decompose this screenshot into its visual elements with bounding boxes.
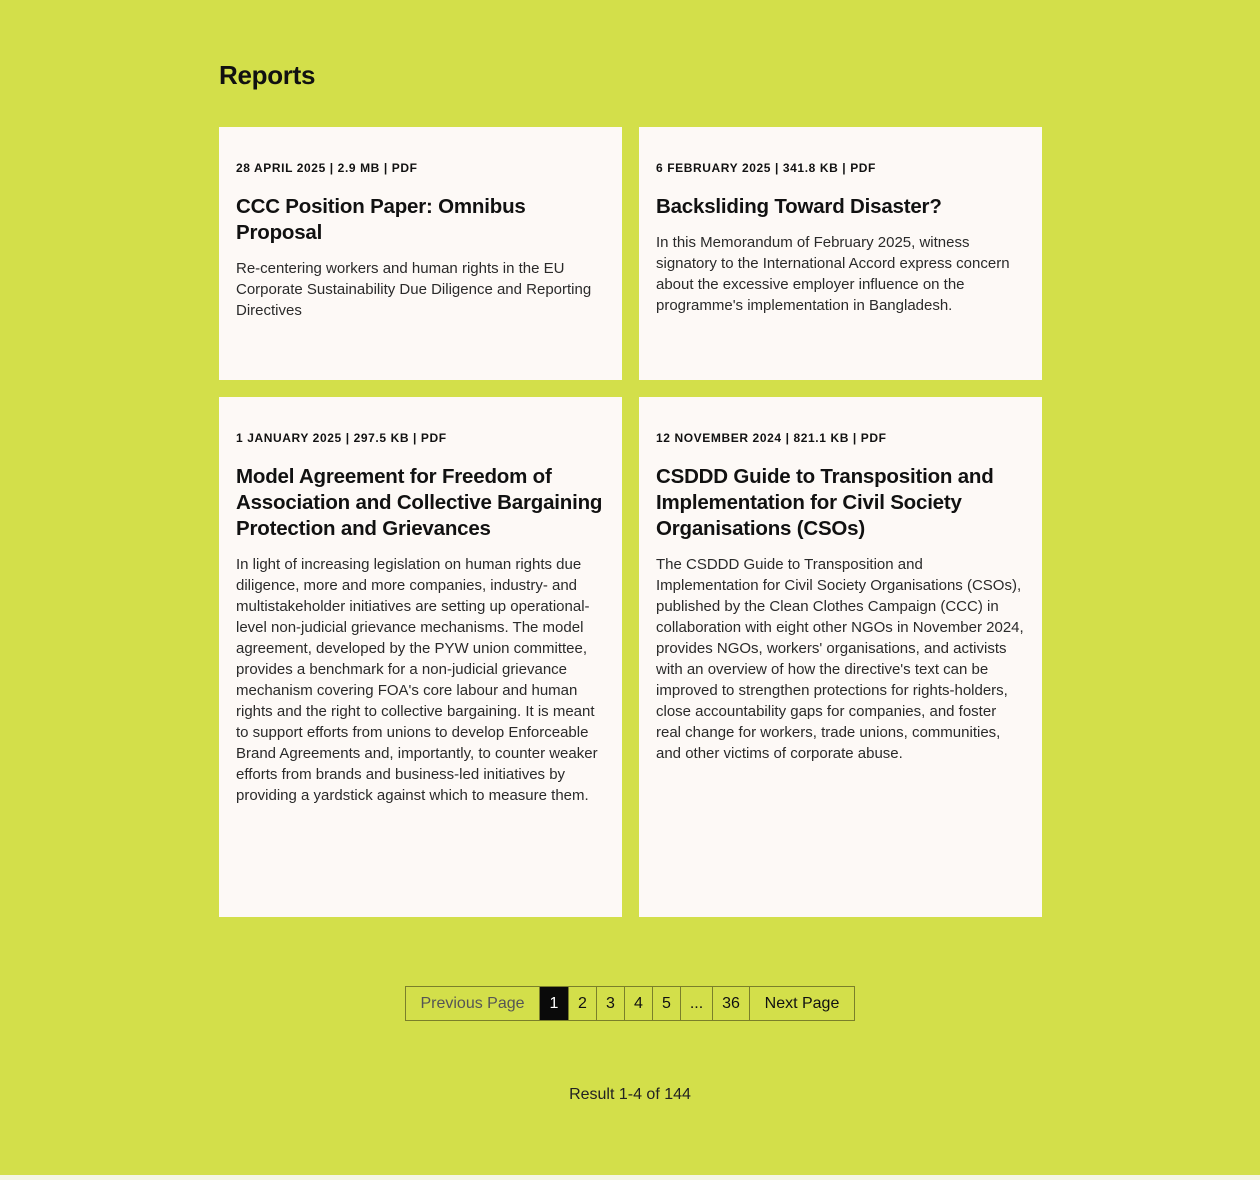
report-description: Re-centering workers and human rights in the EU Corporate Sustainability Due Diligence and Reporting Directives xyxy=(236,260,592,319)
page-bottom-divider xyxy=(0,1175,1260,1180)
result-count: Result 1-4 of 144 xyxy=(569,1086,691,1103)
report-description: In this Memorandum of February 2025, witness signatory to the International Accord express concern about the excessive employer influence on the programme's implementation in Bangladesh. xyxy=(656,234,1010,314)
report-card[interactable] xyxy=(219,127,622,380)
page-button-3[interactable]: 3 xyxy=(596,987,624,1020)
report-title[interactable]: Model Agreement for Freedom of Association and Collective Bargaining Protection and Grievances xyxy=(236,465,603,540)
page-button-2[interactable]: 2 xyxy=(568,987,596,1020)
pagination-ellipsis: ... xyxy=(680,987,712,1020)
report-description: In light of increasing legislation on human rights due diligence, more and more companies, industry- and multistakeholder initiatives are setting up operational-level non-judicial grievance mechanisms. The model agreement, developed by the PYW union committee, provides a benchmark for a non-judicial grievance mechanism covering FOA's core labour and human rights and the right to collective bargaining. It is meant to support efforts from unions to develop Enforceable Brand Agreements and, importantly, to counter weaker efforts from brands and business-led initiatives by providing a yardstick against which to measure them. xyxy=(236,556,598,804)
report-card[interactable] xyxy=(219,397,622,917)
report-description: The CSDDD Guide to Transposition and Implementation for Civil Society Organisations (CSOs), published by the Clean Clothes Campaign (CCC) in collaboration with eight other NGOs in November 2024, provides NGOs, workers' organisations, and activists with an overview of how the directive's text can be improved to strengthen protections for rights-holders, close accountability gaps for companies, and foster real change for workers, trade unions, communities, and other victims of corporate abuse. xyxy=(656,556,1024,762)
page-button-4[interactable]: 4 xyxy=(624,987,652,1020)
report-title[interactable]: Backsliding Toward Disaster? xyxy=(656,195,942,218)
previous-page-button[interactable]: Previous Page xyxy=(420,995,525,1012)
report-title[interactable]: CSDDD Guide to Transposition and Implementation for Civil Society Organisations (CSOs) xyxy=(656,465,994,540)
report-meta: 1 JANUARY 2025 | 297.5 KB | PDF xyxy=(236,431,447,445)
page-title: Reports xyxy=(219,60,316,90)
report-card[interactable] xyxy=(639,397,1042,917)
page-button-5[interactable]: 5 xyxy=(652,987,680,1020)
page-button-1[interactable]: 1 xyxy=(539,987,568,1020)
report-card[interactable] xyxy=(639,127,1042,380)
pagination xyxy=(405,986,855,1021)
page-button-36[interactable]: 36 xyxy=(712,987,749,1020)
next-page-button[interactable]: Next Page xyxy=(749,987,854,1020)
report-meta: 28 APRIL 2025 | 2.9 MB | PDF xyxy=(236,161,418,175)
report-meta: 6 FEBRUARY 2025 | 341.8 KB | PDF xyxy=(656,161,876,175)
report-title[interactable]: CCC Position Paper: Omnibus Proposal xyxy=(236,195,526,244)
report-meta: 12 NOVEMBER 2024 | 821.1 KB | PDF xyxy=(656,431,887,445)
